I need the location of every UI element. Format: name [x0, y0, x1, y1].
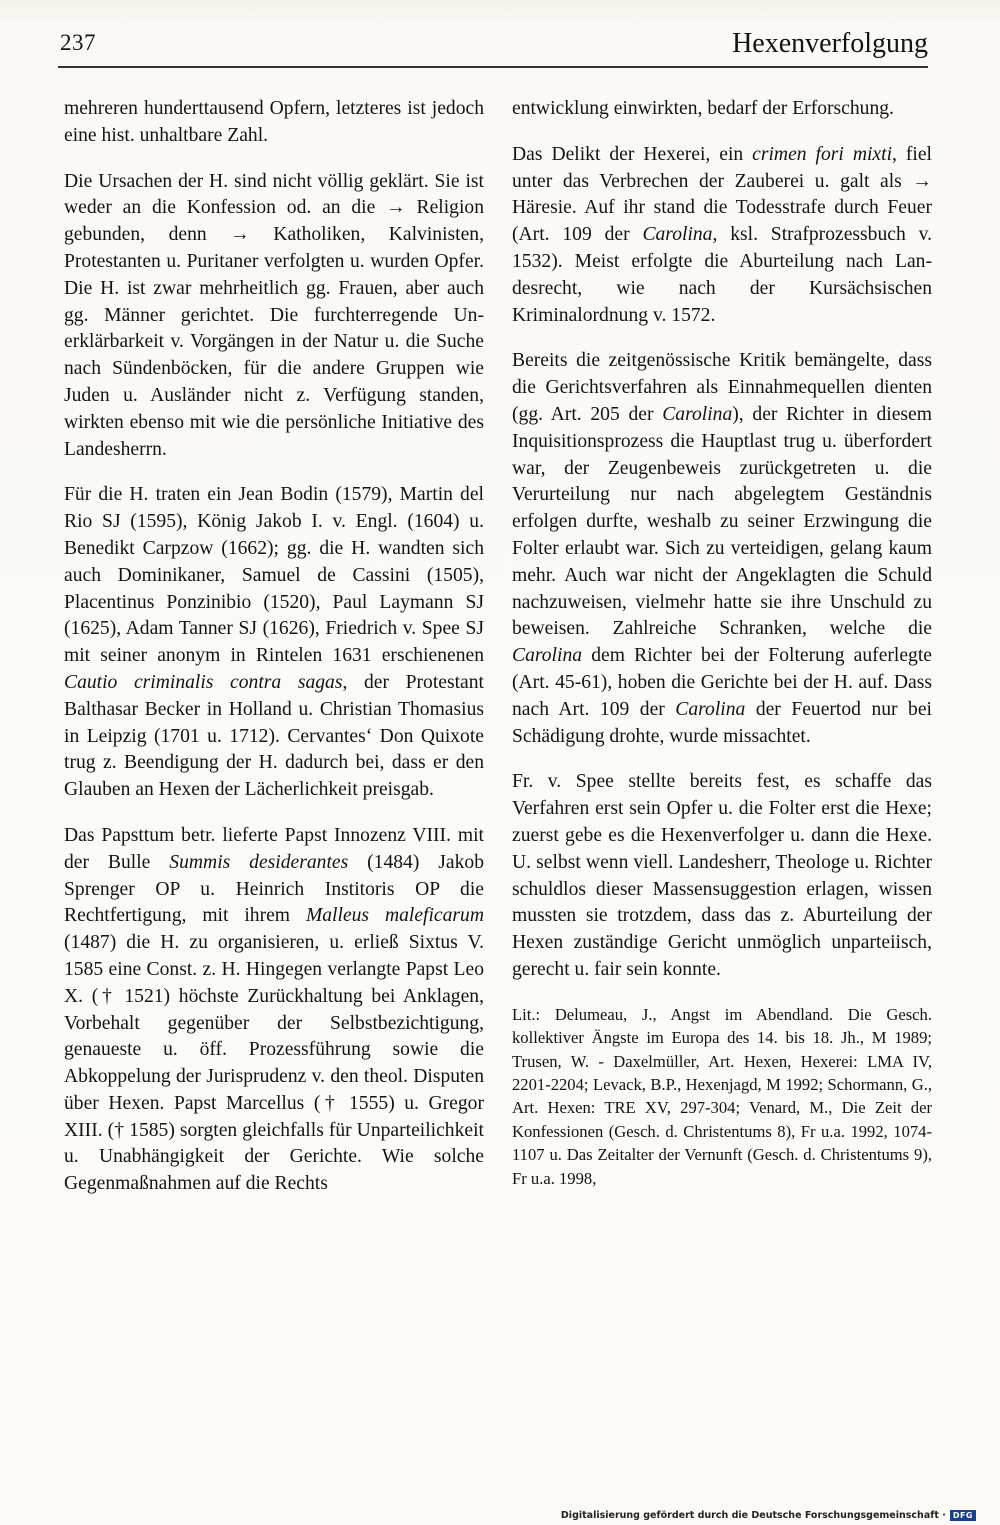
paragraph-text: Die Ursachen der H. sind nicht völlig geklärt. Sie ist weder an die Konfession od. an die → Religion gebunden, denn → Katholiken, Kalvinisten, Protestanten u. Puritaner verfolgten u. wurden Opfer. Die H. ist zwar mehrheitlich gg. Frauen, aber auch gg. Männer gerichtet. Die furchterregende Unerklärbarkeit v. Vorgängen in der Natur u. die Suche nach Sündenböcken, für die andere Gruppen wie Juden u. Ausländer nicht z. Verfügung standen, wirkten ebenso mit wie die persönliche Initiative des Landesherrn. [64, 170, 484, 460]
italic-title: Summis desiderantes [169, 851, 349, 873]
right-column [512, 96, 932, 1209]
paragraph [512, 769, 932, 983]
digitization-footer [561, 1510, 976, 1521]
paragraph-text: (1487) die H. zu organisieren, u. erließ Sixtus V. 1585 eine Const. z. H. Hingegen verlangte Papst Leo X. († 1521) höchste Zurückhaltung bei Anklagen, Vorbehalt gegenüber der Selbstbezichtigung, genaueste u. öff. Prozessführung sowie die Abkoppelung der Jurisprudenz v. den theol. Disputen über Hexen. Papst Marcellus († 1555) u. Gregor XIII. († 1585) sorgten gleichfalls für Unparteilichkeit u. Unabhängigkeit der Gerichte. Wie solche Gegenmaßnahmen auf die Rechts [64, 932, 484, 1195]
footer-text: Digitalisierung gefördert durch die Deutsche Forschungsgemeinschaft · [560, 1510, 946, 1521]
page-number: 237 [60, 30, 96, 55]
paragraph-text: Das Delikt der Hexerei, ein [512, 143, 753, 165]
dfg-logo: DFG [950, 1510, 976, 1521]
paragraph-text: , fiel unter das Verbrechen der Zauberei u. galt als → Häresie. Auf ihr stand die Todesstrafe durch Feuer (Art. 109 der [512, 143, 932, 246]
literature-text: Lit.: Delumeau, J., Angst im Abendland. Die Gesch. kollektiver Ängste im Europa des 14. bis 18. Jh., M 1989; Trusen, W. - Daxelmüller, Art. Hexen, Hexerei: LMA IV, 2201-2204; Levack, B.P., Hexenjagd, M 1992; Schormann, G., Art. Hexen: TRE XV, 297-304; Venard, M., Die Zeit der Konfessionen (Gesch. d. Christentums 8), Fr u.a. 1992, 1074-1107 u. Das Zeitalter der Vernunft (Gesch. d. Christentums 9), Fr u.a. 1998, [512, 1004, 932, 1188]
paragraph [512, 96, 932, 123]
paragraph-text: Bereits die zeitgenössische Kritik bemängelte, dass die Gerichtsverfahren als Einnahmequellen dienten (gg. Art. 205 der [512, 350, 932, 425]
paragraph [64, 823, 484, 1198]
italic-term: Carolina [662, 403, 733, 425]
running-title: Hexenverfolgung [732, 28, 928, 59]
paragraph-text: der Feuertod nur bei Schädigung drohte, wurde missachtet. [512, 698, 932, 747]
left-column [64, 96, 484, 1217]
italic-term: crimen fori mixti [752, 143, 893, 165]
paragraph-text: Fr. v. Spee stellte bereits fest, es schaffe das Verfahren erst sein Opfer u. die Folter erst die Hexe; zuerst gebe es die Hexenverfolger u. dann die Hexe. U. selbst wenn viell. Landesherr, Theologe u. Richter schuldlos dieser Massensuggestion erlagen, wissen mussten sie trotzdem, dass das z. Aburteilung der Hexen zuständige Gericht unmöglich unparteiisch, gerecht u. fair sein konnte. [512, 771, 932, 980]
italic-term: Carolina [675, 698, 746, 720]
italic-term: Carolina [512, 645, 583, 667]
paragraph-text: (1484) Jakob Sprenger OP u. Heinrich Institoris OP die Rechtfertigung, mit ihrem [64, 851, 484, 927]
paragraph-text: mehreren hunderttausend Opfern, letzteres ist jedoch eine hist. unhaltbare Zahl. [64, 98, 484, 146]
header-rule [58, 66, 928, 68]
paragraph-text: , der Protestant Balthasar Becker in Holland u. Christian Thomasius in Leipzig (1701 u. 1712). Cervantes‘ Don Quixote trug z. Beendigung der H. dadurch bei, dass er den Glauben an Hexen der Lächerlichkeit preisgab. [64, 671, 484, 801]
paragraph [64, 96, 484, 150]
paragraph [64, 169, 484, 464]
paragraph [512, 348, 932, 750]
italic-title: Cautio criminalis contra sagas [64, 671, 343, 693]
paragraph-text: ), der Richter in diesem Inquisitionsprozess die Hauptlast trug u. überfordert war, der Zeugenbeweis zurückgetreten u. die Verurteilung nur nach abgelegtem Geständnis erfolgen durfte, weshalb zu seiner Erzwingung die Folter erlaubt war. Sich zu verteidigen, gelang kaum mehr. Auch war nicht der Angeklagten die Schuld nachzuweisen, vielmehr hatte sie ihre Unschuld zu beweisen. Zahlreiche Schranken, welche die [512, 403, 932, 640]
paragraph-text: entwicklung einwirkten, bedarf der Erforschung. [512, 98, 894, 119]
paragraph [64, 482, 484, 804]
paragraph-text: dem Richter bei der Folterung auferlegte (Art. 45-61), hoben die Gerichte bei der H. auf. Dass nach Art. 109 der [512, 645, 932, 720]
paragraph-text: , ksl. Strafprozessbuch v. 1532). Meist erfolgte die Aburteilung nach Landesrecht, wie nach der Kursächsischen Kriminalordnung v. 1572. [512, 224, 932, 326]
italic-term: Carolina [642, 224, 713, 246]
italic-title: Malleus maleficarum [305, 905, 484, 927]
paragraph-text: Für die H. traten ein Jean Bodin (1579), Martin del Rio SJ (1595), König Jakob I. v. Engl. (1604) u. Benedikt Carpzow (1662); gg. die H. wandten sich auch Dominikaner, Samuel de Cassini (1505), Placentinus Ponzinibio (1520), Paul Laymann SJ (1625), Adam Tanner SJ (1626), Friedrich v. Spee SJ mit seiner anonym in Rintelen 1631 erschienenen [64, 484, 484, 667]
literature-references [512, 1003, 932, 1190]
paragraph [512, 142, 932, 330]
paragraph-text: Das Papsttum betr. lieferte Papst Innozenz VIII. mit der Bulle [64, 824, 484, 873]
